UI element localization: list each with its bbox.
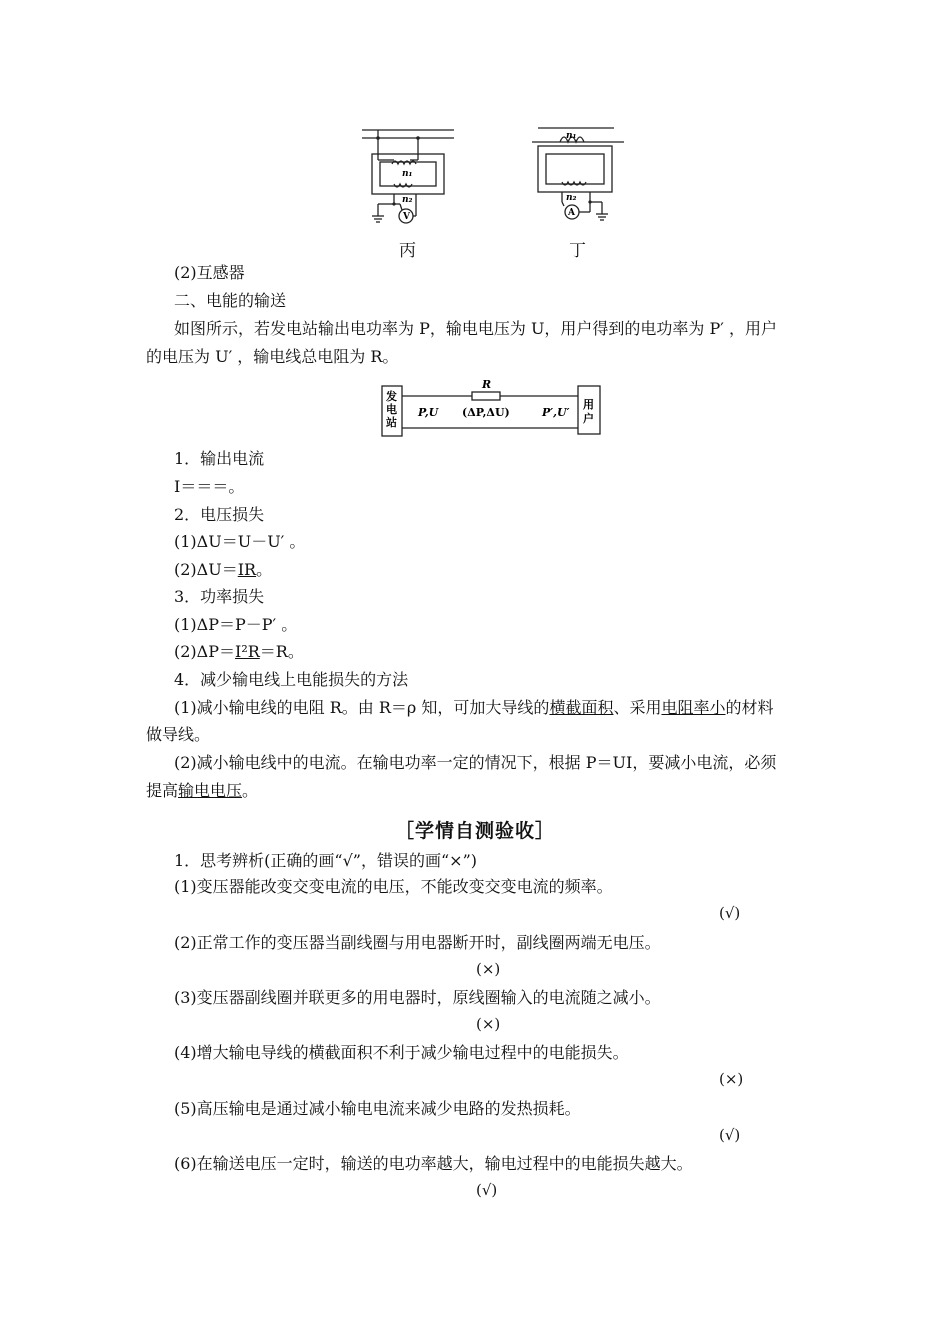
item-4-method-1-cont: 做导线。	[146, 725, 211, 744]
intro-line-1: 如图所示，若发电站输出电功率为 P，输电电压为 U，用户得到的电功率为 P′ ，用户	[174, 319, 777, 338]
quiz-question-1: (1)变压器能改变交变电流的电压，不能改变交变电流的频率。	[174, 877, 613, 896]
ammeter-label: A	[568, 208, 575, 218]
answer-blank: 电阻率小	[661, 698, 726, 717]
current-transformer-diagram	[528, 124, 628, 230]
input-power-label: P,U	[418, 406, 439, 419]
quiz-question-3: (3)变压器副线圈并联更多的用电器时，原线圈输入的电流随之减小。	[174, 988, 661, 1007]
station-label-1: 发	[386, 390, 397, 403]
section-heading-power-transmission: 二、电能的输送	[174, 291, 287, 310]
quiz-question-6: (6)在输送电压一定时，输送的电功率越大，输电过程中的电能损失越大。	[174, 1154, 693, 1173]
figure-bing-label: 丙	[399, 241, 416, 261]
quiz-answer-5: (√)	[719, 1126, 741, 1144]
loss-label: (ΔP,ΔU)	[462, 406, 510, 419]
quiz-answer-2: (×)	[476, 960, 501, 978]
user-label-1: 用	[583, 398, 594, 411]
output-power-label: P′,U′	[542, 406, 570, 419]
n2-label: n₂	[566, 193, 577, 203]
n1-label: n₁	[566, 131, 577, 141]
resistor-label: R	[482, 378, 492, 391]
quiz-answer-1: (√)	[719, 904, 741, 922]
item-3-heading: 3．功率损失	[174, 587, 265, 606]
item-4-method-1: (1)减小输电线的电阻 R。由 R＝ρ 知，可加大导线的横截面积、采用电阻率小的材料	[174, 698, 774, 717]
quiz-intro: 1．思考辨析(正确的画“√”，错误的画“×”)	[174, 851, 477, 870]
answer-blank: I²R	[235, 642, 260, 661]
answer-blank: 横截面积	[549, 698, 614, 717]
item-3-formula-2: (2)ΔP＝I²R＝R。	[174, 642, 304, 661]
station-label-2: 电	[386, 403, 397, 416]
item-1-heading: 1．输出电流	[174, 449, 265, 468]
transmission-circuit-diagram	[380, 376, 604, 440]
quiz-question-2: (2)正常工作的变压器当副线圈与用电器断开时，副线圈两端无电压。	[174, 933, 661, 952]
quiz-answer-3: (×)	[476, 1015, 501, 1033]
figure-ding-label: 丁	[569, 241, 586, 261]
user-label-2: 户	[583, 412, 594, 425]
quiz-question-5: (5)高压输电是通过减小输电电流来减少电路的发热损耗。	[174, 1099, 581, 1118]
voltmeter-label: V	[403, 212, 410, 222]
n2-label: n₂	[402, 195, 413, 205]
answer-blank: 输电电压	[178, 781, 243, 800]
mutual-inductor-heading: (2)互感器	[174, 263, 245, 282]
item-3-formula-1: (1)ΔP＝P－P′ 。	[174, 615, 298, 634]
station-label-3: 站	[386, 416, 397, 429]
quiz-answer-6: (√)	[476, 1181, 498, 1199]
answer-blank: IR	[237, 560, 257, 579]
item-2-formula-2: (2)ΔU＝IR。	[174, 560, 273, 579]
item-4-method-2: (2)减小输电线中的电流。在输电功率一定的情况下，根据 P＝UI，要减小电流，必须	[174, 753, 777, 772]
quiz-answer-4: (×)	[719, 1070, 744, 1088]
item-4-heading: 4．减少输电线上电能损失的方法	[174, 670, 409, 689]
item-2-heading: 2．电压损失	[174, 505, 265, 524]
voltage-transformer-diagram	[358, 124, 458, 230]
quiz-question-4: (4)增大输电导线的横截面积不利于减少输电过程中的电能损失。	[174, 1043, 629, 1062]
item-4-method-2-cont: 提高输电电压。	[146, 781, 259, 800]
intro-line-2: 的电压为 U′ ，输电线总电阻为 R。	[146, 347, 399, 366]
item-1-formula: I＝＝＝。	[174, 477, 245, 496]
n1-label: n₁	[402, 169, 413, 179]
item-2-formula-1: (1)ΔU＝U－U′ 。	[174, 532, 306, 551]
section-title: ［学情自测验收］	[394, 820, 555, 842]
